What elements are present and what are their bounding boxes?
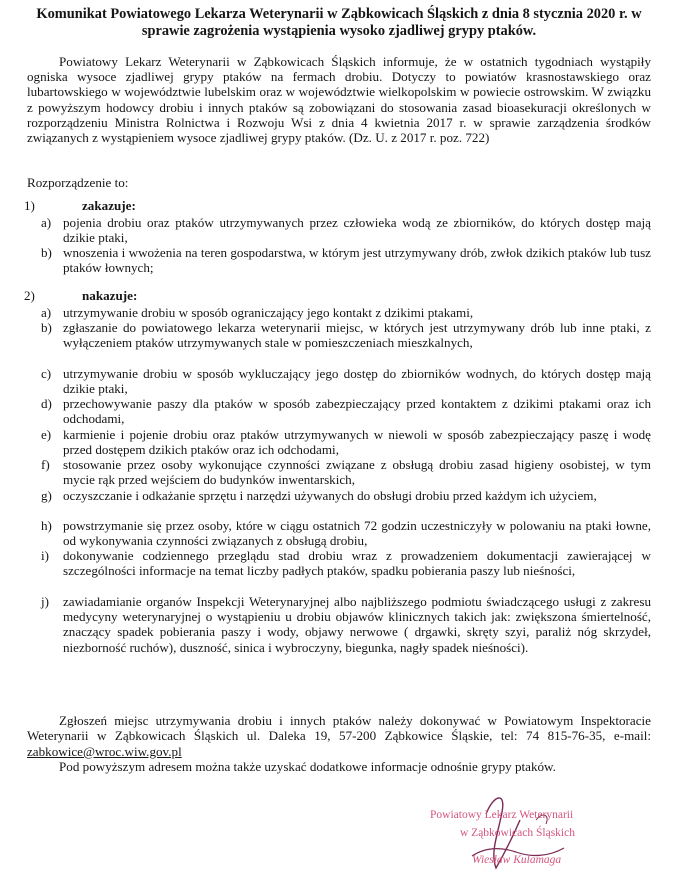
item-text: wnoszenia i wwożenia na teren gospodarstwa, w którym jest utrzymywany drób, zwłok dzikich ptaków lub tusz ptaków łownych; [63, 245, 651, 276]
section-1-number: 1) [24, 198, 35, 213]
official-stamp [424, 806, 634, 876]
regulation-label: Rozporządzenie to: [27, 175, 129, 190]
contact-text: Zgłoszeń miejsc utrzymywania drobiu i innych ptaków należy dokonywać w Powiatowym Inspektoracie Weterynarii w Ząbkowicach Śląskich ul. Daleka 19, 57-200 Ząbkowice Śląskie, tel: 74 815-76-35, e-mail: [27, 713, 651, 744]
stamp-line-3: Wiesław Kulamaga [472, 854, 562, 866]
item-text: utrzymywanie drobiu w sposób ograniczający jego kontakt z dzikimi ptakami, [63, 305, 474, 320]
intro-paragraph: Powiatowy Lekarz Weterynarii w Ząbkowicach Śląskich informuje, że w ostatnich tygodniach wystąpiły ogniska wysocе zjadliwej grypy ptaków na fermach drobiu. Dotyczy to powiatów krasnostawskiego oraz lubartowskiego w województwie lubelskim oraz w województwie wielkopolskim w powiecie ostrowskim. W związku z powyższym hodowcy drobiu i innych ptaków są zobowiązani do stosowania zasad bioasekuracji określonych w rozporządzeniu Ministra Rolnictwa i Rozwoju Wsi z dnia 4 kwietnia 2017 r. w sprawie zarządzenia środków związanych z wystąpieniem wysoce zjadliwej grypy ptaków. (Dz. U. z 2017 r. poz. 722) [27, 54, 651, 146]
document-title: Komunikat Powiatowego Lekarza Weterynarii w Ząbkowicach Śląskich z dnia 8 stycznia 2020 r. w sprawie zagrożenia wystąpienia wysoko zjadliwej grypy ptaków. [36, 6, 642, 39]
item-letter: g) [41, 488, 52, 503]
item-letter: f) [41, 457, 50, 472]
item-letter: d) [41, 396, 52, 411]
item-letter: c) [41, 366, 52, 381]
item-text: powstrzymanie się przez osoby, które w ciągu ostatnich 72 godzin uczestniczyły w polowaniu na ptaki łowne, od wykonywania czynności związanych z obsługą drobiu, [63, 518, 651, 549]
item-letter: a) [41, 215, 52, 230]
email-link[interactable]: zabkowice@wroc.wiw.gov.pl [27, 743, 182, 759]
section-2-item-a [27, 305, 651, 320]
item-letter: b) [41, 245, 52, 260]
item-text: przechowywanie paszy dla ptaków w sposób zabezpieczający przed kontaktem z dzikimi ptakami oraz ich odchodami, [63, 396, 651, 427]
section-1-item-a [27, 215, 651, 245]
info-paragraph: Pod powyższym adresem można także uzyskać dodatkowe informacje odnośnie grypy ptaków. [59, 759, 556, 774]
item-text: zawiadamianie organów Inspekcji Weterynaryjnej albo najbliższego podmiotu świadczącego usługi z zakresu medycyny weterynaryjnej o wystąpieniu u drobiu objawów klinicznych takich jak: zwiększona śmiertelność, znaczący spadek pobierania paszy i wody, objawy nerwowe ( drgawki, skręty szyi, paraliż nóg skrzydeł, niezborność ruchów), duszność, sinica i wybroczyny, biegunka, nagły spadek nieśności). [63, 594, 651, 655]
contact-paragraph [27, 713, 651, 759]
section-2-item-g [27, 488, 651, 503]
item-letter: h) [41, 518, 52, 533]
section-2-item-d [27, 396, 651, 426]
item-text: oczyszczanie i odkażanie sprzętu i narzędzi używanych do obsługi drobiu przed każdym ich użyciem, [63, 488, 597, 503]
stamp-line-2: w Ząbkowicach Śląskich [460, 827, 575, 839]
section-2-heading: nakazuje: [82, 288, 138, 303]
item-text: karmienie i pojenie drobiu oraz ptaków utrzymywanych w niewoli w sposób zabezpieczający paszę i wodę przed dostępem dzikich ptaków oraz ich odchodami, [63, 427, 651, 458]
section-1-item-b [27, 245, 651, 275]
section-2-item-b [27, 320, 651, 350]
item-text: zgłaszanie do powiatowego lekarza weterynarii miejsc, w których jest utrzymywany drób lub inne ptaki, z wyłączeniem ptaków utrzymywanych stale w pomieszczeniach mieszkalnych, [63, 320, 651, 351]
section-2-item-c [27, 366, 651, 396]
item-text: pojenia drobiu oraz ptaków utrzymywanych przez człowieka wodą ze zbiorników, do których dostęp mają dzikie ptaki, [63, 215, 651, 246]
item-letter: i) [41, 548, 49, 563]
item-text: stosowanie przez osoby wykonujące czynności związane z obsługą drobiu zasad higieny osobistej, w tym mycie rąk przed wejściem do budynków inwentarskich, [63, 457, 651, 488]
item-letter: e) [41, 427, 52, 442]
section-1-heading: zakazuje: [82, 198, 136, 213]
section-2-item-i [27, 548, 651, 578]
item-text: dokonywanie codziennego przeglądu stad drobiu wraz z prowadzeniem dokumentacji zawierającej w szczególności informacje na temat liczby padłych ptaków, spadku pobierania paszy lub nieśności, [63, 548, 651, 579]
section-2-item-f [27, 457, 651, 487]
item-letter: b) [41, 320, 52, 335]
item-letter: j) [41, 594, 49, 609]
section-2-item-j [27, 594, 651, 655]
section-2-number: 2) [24, 288, 35, 303]
stamp-line-1: Powiatowy Lekarz Weterynarii [430, 809, 574, 821]
section-2-item-h [27, 518, 651, 548]
item-letter: a) [41, 305, 52, 320]
section-2-item-e [27, 427, 651, 457]
item-text: utrzymywanie drobiu w sposób wykluczający jego dostęp do zbiorników wodnych, do których dostęp mają dzikie ptaki, [63, 366, 651, 397]
